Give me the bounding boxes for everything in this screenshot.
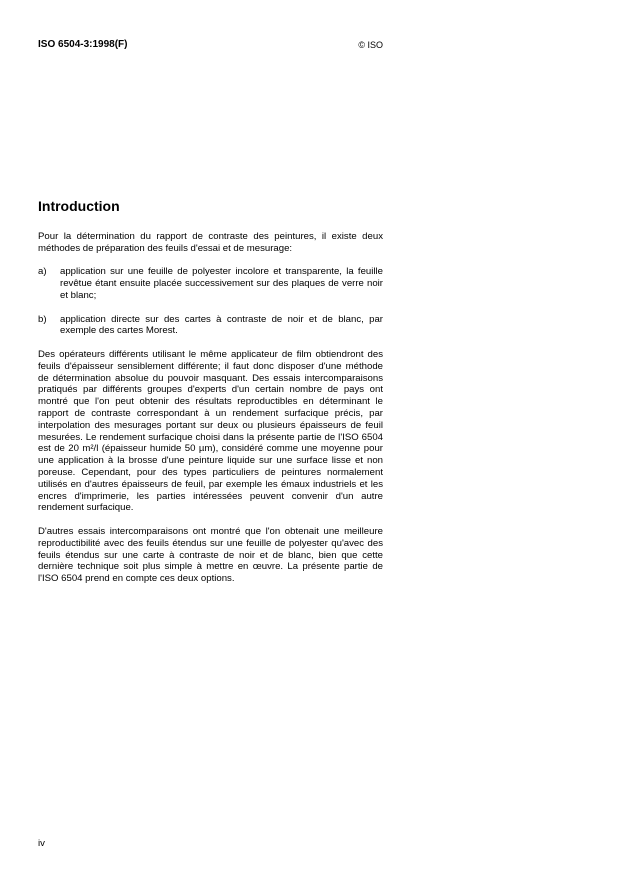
- copyright-notice: © ISO: [358, 40, 383, 50]
- section-body: [38, 231, 383, 597]
- section-title: Introduction: [38, 198, 120, 214]
- paragraph-reproducibility: D'autres essais intercomparaisons ont montré que l'on obtenait une meilleure reproductibilité avec des feuils étendus sur une feuille de polyester qu'avec des feuils étendus sur une carte à contraste de noir et de blanc, bien que cette dernière technique soit plus simple à mettre en œuvre. La présente partie de l'ISO 6504 prend en compte ces deux options.: [38, 525, 383, 585]
- list-item-text: application sur une feuille de polyester incolore et transparente, la feuille revêtue étant ensuite placée successivement sur des plaques de verre noir et blanc;: [60, 266, 383, 301]
- paragraph-hiding-power: Des opérateurs différents utilisant le même applicateur de film obtiendront des feuils d'épaisseur sensiblement différente; il faut donc disposer d'une méthode de détermination absolue du pouvoir masquant. Des essais intercomparaisons pratiqués par différents groupes d'experts d'un certain nombre de pays ont montré que l'on peut obtenir des résultats reproductibles en déterminant le rapport de contraste correspondant à un rendement surfacique précis, par interpolation des mesurages portant sur deux ou plusieurs épaisseurs de feuil mesurées. Le rendement surfacique choisi dans la présente partie de l'ISO 6504 est de 20 m²/l (épaisseur humide 50 µm), considéré comme une moyenne pour une application à la brosse d'une peinture liquide sur une surface lisse et non poreuse. Cependant, pour des types particuliers de peintures normalement utilisés en d'autres épaisseurs de feuil, par exemple les émaux industriels et les encres d'imprimerie, les parties intéressées peuvent convenir d'un autre rendement surfacique.: [38, 348, 383, 514]
- document-id: ISO 6504-3:1998(F): [38, 39, 128, 50]
- page-number: iv: [38, 838, 45, 849]
- list-item-text: application directe sur des cartes à contraste de noir et de blanc, par exemple des cartes Morest.: [60, 313, 383, 337]
- list-marker: a): [38, 266, 47, 278]
- list-item-b: [38, 314, 383, 338]
- list-item-a: [38, 266, 383, 301]
- intro-paragraph: Pour la détermination du rapport de contraste des peintures, il existe deux méthodes de préparation des feuils d'essai et de mesurage:: [38, 231, 383, 254]
- list-marker: b): [38, 313, 47, 325]
